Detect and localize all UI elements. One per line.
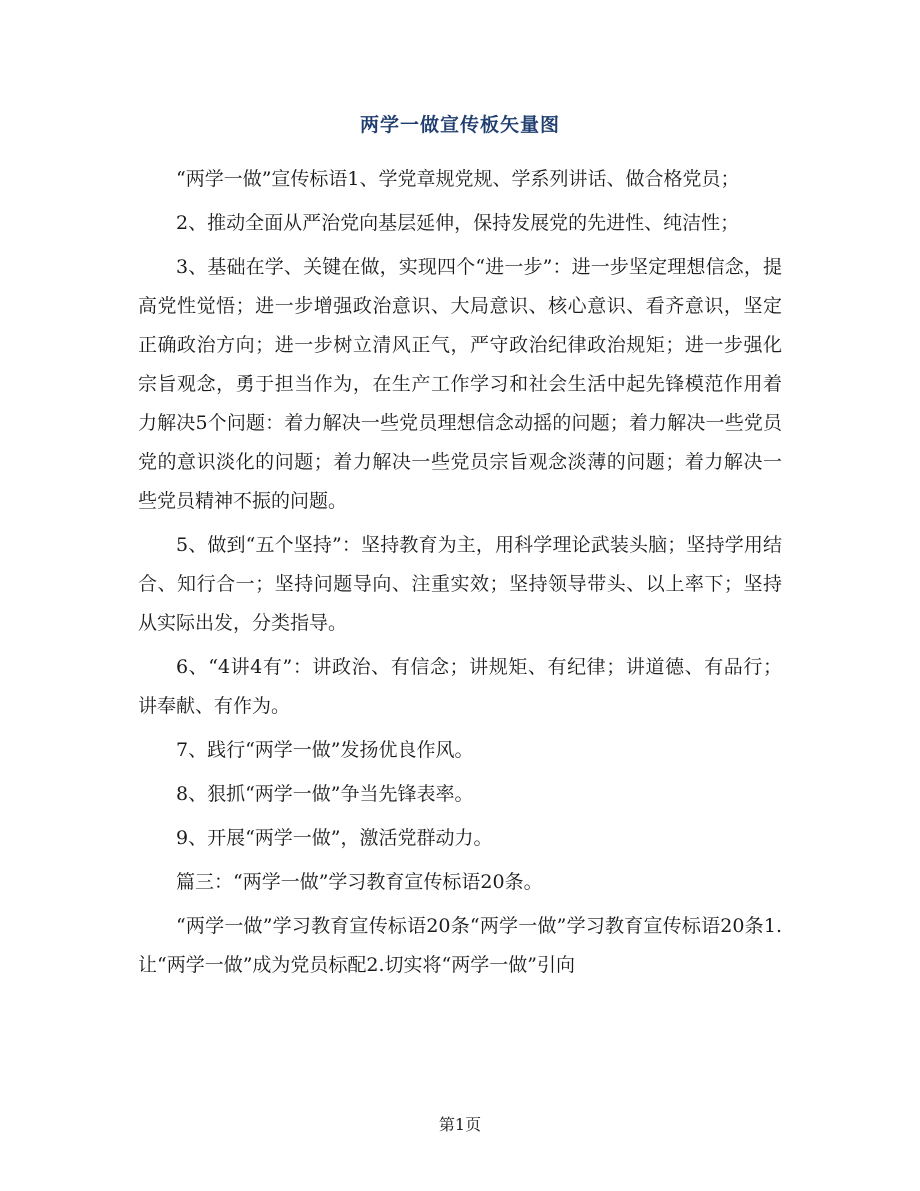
document-title: 两学一做宣传板矢量图: [359, 114, 560, 136]
paragraph-slogan-8: 8、狠抓“两学一做”争当先锋表率。: [176, 783, 474, 805]
paragraph-slogan-5: 5、做到“五个坚持”：坚持教育为主，用科学理论武装头脑；坚持学用结合、知行合一；坚持问题导向、注重实效；坚持领导带头、以上率下；坚持从实际出发，分类指导。: [138, 534, 782, 634]
document-body: [138, 160, 782, 990]
page-number: 第1页: [438, 1115, 482, 1134]
paragraph-slogan-7: 7、践行“两学一做”发扬优良作风。: [176, 739, 474, 761]
paragraph-section-three: 篇三：“两学一做”学习教育宣传标语20条。: [176, 871, 543, 893]
paragraph-slogan-6: 6、“4讲4有”：讲政治、有信念；讲规矩、有纪律；讲道德、有品行；讲奉献、有作为。: [138, 656, 782, 717]
paragraph-slogan-2: 2、推动全面从严治党向基层延伸，保持发展党的先进性、纯洁性；: [176, 212, 740, 234]
paragraph-slogan-9: 9、开展“两学一做”，激活党群动力。: [176, 827, 493, 849]
paragraph-slogans-20: “两学一做”学习教育宣传标语20条“两学一做”学习教育宣传标语20条1.让“两学一做”成为党员标配2.切实将“两学一做”引向: [138, 915, 782, 976]
paragraph-slogan-1: “两学一做”宣传标语1、学党章规党规、学系列讲话、做合格党员；: [176, 168, 740, 190]
paragraph-slogan-3: 3、基础在学、关键在做，实现四个“进一步”：进一步坚定理想信念，提高党性觉悟；进一步增强政治意识、大局意识、核心意识、看齐意识，坚定正确政治方向；进一步树立清风正气，严守政治纪律政治规矩；进一步强化宗旨观念，勇于担当作为，在生产工作学习和社会生活中起先锋模范作用着力解决5个问题：着力解决一些党员理想信念动摇的问题；着力解决一些党员党的意识淡化的问题；着力解决一些党员宗旨观念淡薄的问题；着力解决一些党员精神不振的问题。: [138, 256, 782, 512]
